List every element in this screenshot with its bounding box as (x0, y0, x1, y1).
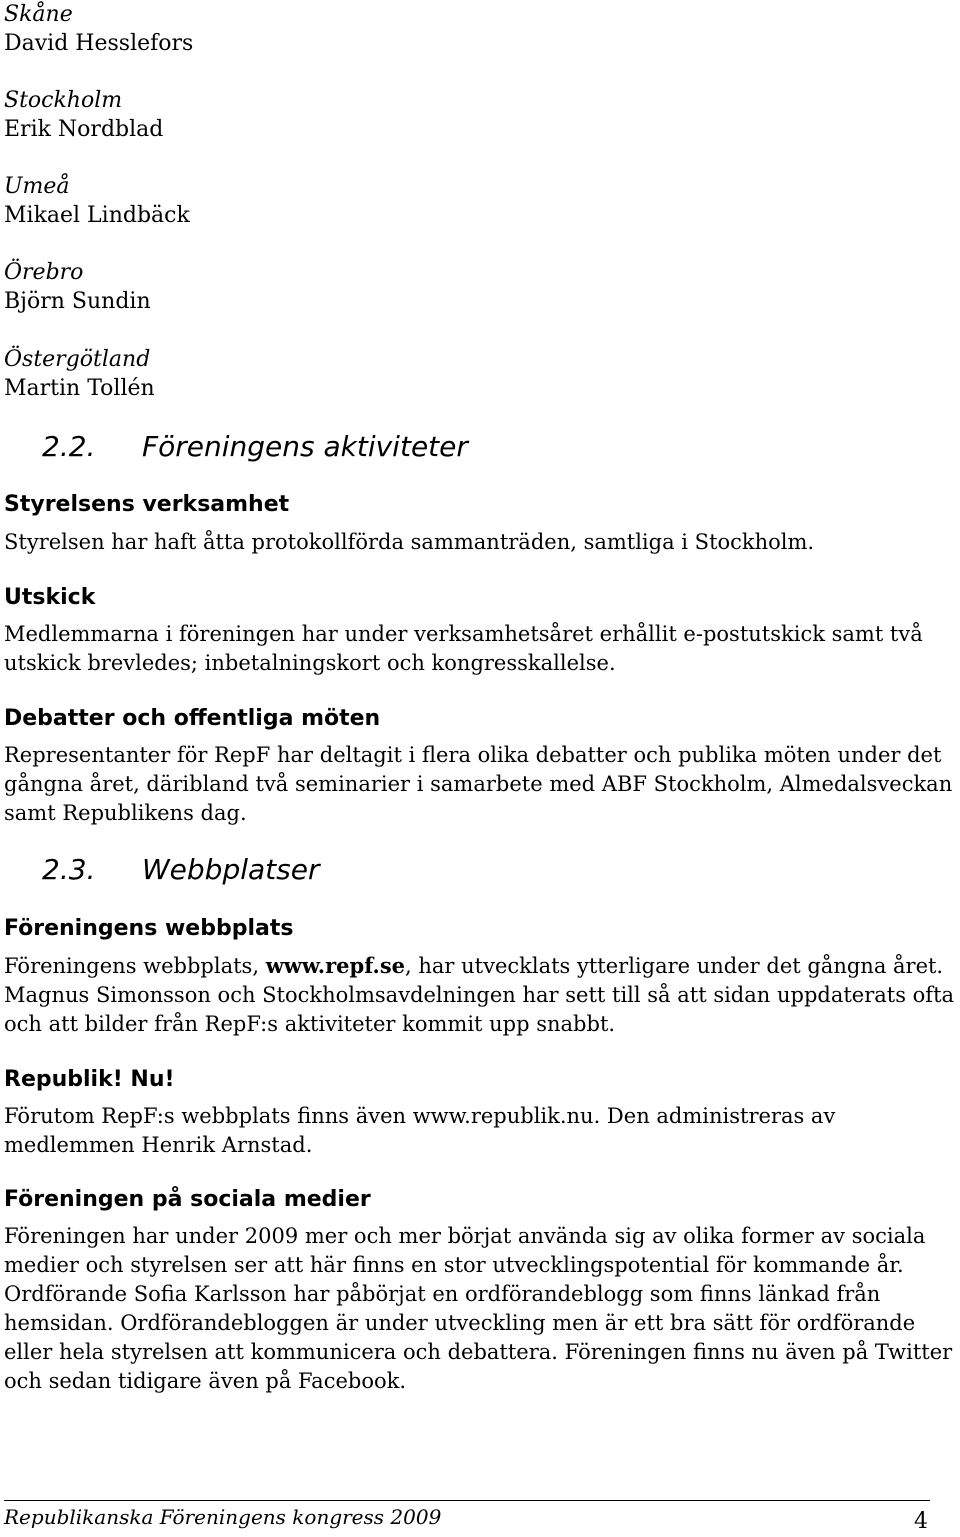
paragraph-mailings: Medlemmarna i föreningen har under verksamhetsåret erhållit e-postutskick samt två utskick brevledes; inbetalningskort och kongresskallelse. (4, 622, 923, 675)
page-number: 4 (914, 1509, 928, 1534)
region-contact: Martin Tollén (4, 376, 155, 401)
region-entry (4, 258, 151, 316)
section-title: Föreningens aktiviteter (142, 430, 468, 463)
section-number: 2.2. (42, 430, 96, 463)
region-contact: Mikael Lindbäck (4, 203, 190, 228)
paragraph-board: Styrelsen har haft åtta protokollförda sammanträden, samtliga i Stockholm. (4, 530, 815, 554)
region-entry (4, 172, 190, 230)
paragraph-association-website (4, 951, 956, 1039)
region-name: Stockholm (4, 88, 123, 113)
section-title: Webbplatser (142, 853, 320, 886)
paragraph-debates: Representanter för RepF har deltagit i flera olika debatter och publika möten under det gångna året, däribland två seminarier i samarbete med ABF Stockholm, Almedalsveckan samt Republikens dag. (4, 743, 953, 825)
paragraph-social-media: Föreningen har under 2009 mer och mer börjat använda sig av olika former av sociala medier och styrelsen ser att här finns en stor utvecklingspotential för kommande år. Ordförande Sofia Karlsson har påbörjat en ordförandeblogg som finns länkad från hemsidan. Ordförandebloggen är under utveckling men är ett bra sätt för ordförande eller hela styrelsen att kommunicera och debattera. Föreningen finns nu även på Twitter och sedan tidigare även på Facebook. (4, 1224, 953, 1393)
website-link[interactable]: www.repf.se (265, 953, 406, 978)
subheading-republik-nu: Republik! Nu! (4, 1067, 175, 1092)
region-name: Östergötland (4, 347, 151, 372)
paragraph-republik-nu: Förutom RepF:s webbplats finns även www.republik.nu. Den administreras av medlemmen Henrik Arnstad. (4, 1104, 836, 1157)
region-entry (4, 0, 193, 58)
region-name: Umeå (4, 174, 70, 199)
website-text-after: , har utvecklats ytterligare under det gångna året. Magnus Simonsson och Stockholmsavdelningen har sett till så att sidan uppdaterats ofta och att bilder från RepF:s aktiviteter kommit upp snabbt. (4, 954, 955, 1036)
subheading-association-website: Föreningens webbplats (4, 916, 294, 941)
section-number: 2.3. (42, 853, 96, 886)
subheading-social-media: Föreningen på sociala medier (4, 1187, 371, 1212)
website-text-before: Föreningens webbplats, (4, 954, 266, 978)
region-name: Skåne (4, 2, 73, 27)
region-entry (4, 345, 155, 403)
subheading-mailings: Utskick (4, 585, 96, 610)
footer-divider (4, 1500, 930, 1501)
region-contact: David Hesslefors (4, 31, 194, 56)
region-entry (4, 86, 163, 144)
region-contact: Erik Nordblad (4, 117, 164, 142)
subheading-debates: Debatter och offentliga möten (4, 706, 381, 731)
footer-title: Republikanska Föreningens kongress 2009 (4, 1505, 442, 1529)
region-contact: Björn Sundin (4, 289, 151, 314)
subheading-board: Styrelsens verksamhet (4, 492, 290, 517)
region-name: Örebro (4, 260, 84, 285)
